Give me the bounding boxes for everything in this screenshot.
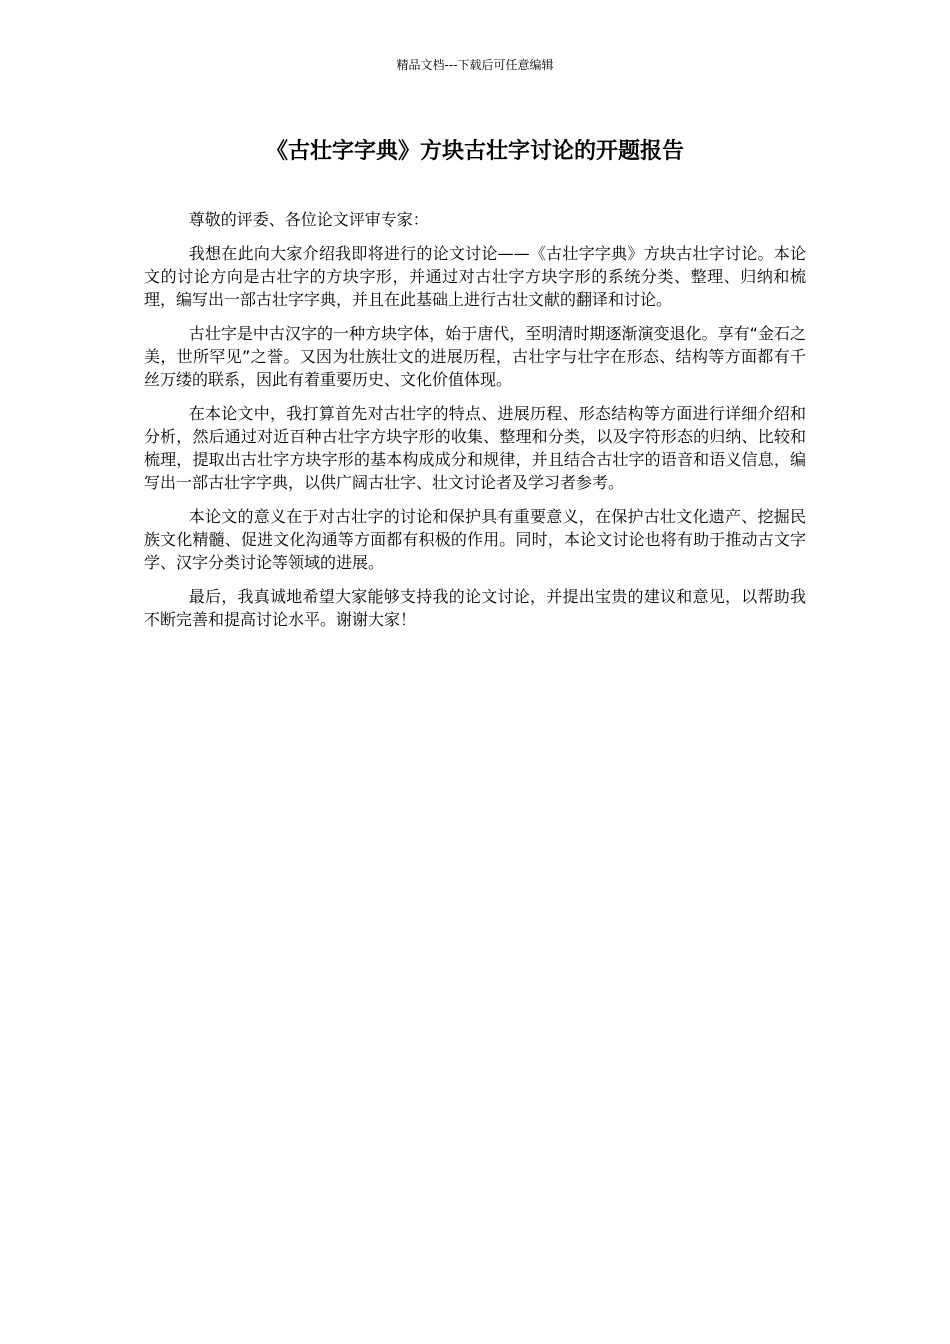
- intro-paragraph: 我想在此向大家介绍我即将进行的论文讨论——《古壮字字典》方块古壮字讨论。本论文的讨论方向是古壮字的方块字形，并通过对古壮字方块字形的系统分类、整理、归纳和梳理，编写出一部古壮字字典，并且在此基础上进行古壮文献的翻译和讨论。: [144, 244, 806, 309]
- salutation-paragraph: 尊敬的评委、各位论文评审专家：: [188, 210, 429, 229]
- closing-paragraph: 最后，我真诚地希望大家能够支持我的论文讨论，并提出宝贵的建议和意见，以帮助我不断完善和提高讨论水平。谢谢大家！: [144, 587, 806, 629]
- background-paragraph: 古壮字是中古汉字的一种方块字体，始于唐代，至明清时期逐渐演变退化。享有“金石之美，世所罕见”之誉。又因为壮族壮文的进展历程，古壮字与壮字在形态、结构等方面都有千丝万缕的联系，因此有着重要历史、文化价值体现。: [144, 324, 806, 389]
- method-paragraph: 在本论文中，我打算首先对古壮字的特点、进展历程、形态结构等方面进行详细介绍和分析，然后通过对近百种古壮字方块字形的收集、整理和分类，以及字符形态的归纳、比较和梳理，提取出古壮字方块字形的基本构成成分和规律，并且结合古壮字的语音和语义信息，编写出一部古壮字字典，以供广阔古壮字、壮文讨论者及学习者参考。: [144, 404, 806, 492]
- significance-paragraph: 本论文的意义在于对古壮字的讨论和保护具有重要意义，在保护古壮文化遗产、挖掘民族文化精髓、促进文化沟通等方面都有积极的作用。同时，本论文讨论也将有助于推动古文字学、汉字分类讨论等领域的进展。: [144, 507, 806, 572]
- header-note: 精品文档---下载后可任意编辑: [396, 58, 554, 72]
- document-title: 《古壮字字典》方块古壮字讨论的开题报告: [265, 139, 684, 164]
- document-body: [144, 208, 806, 642]
